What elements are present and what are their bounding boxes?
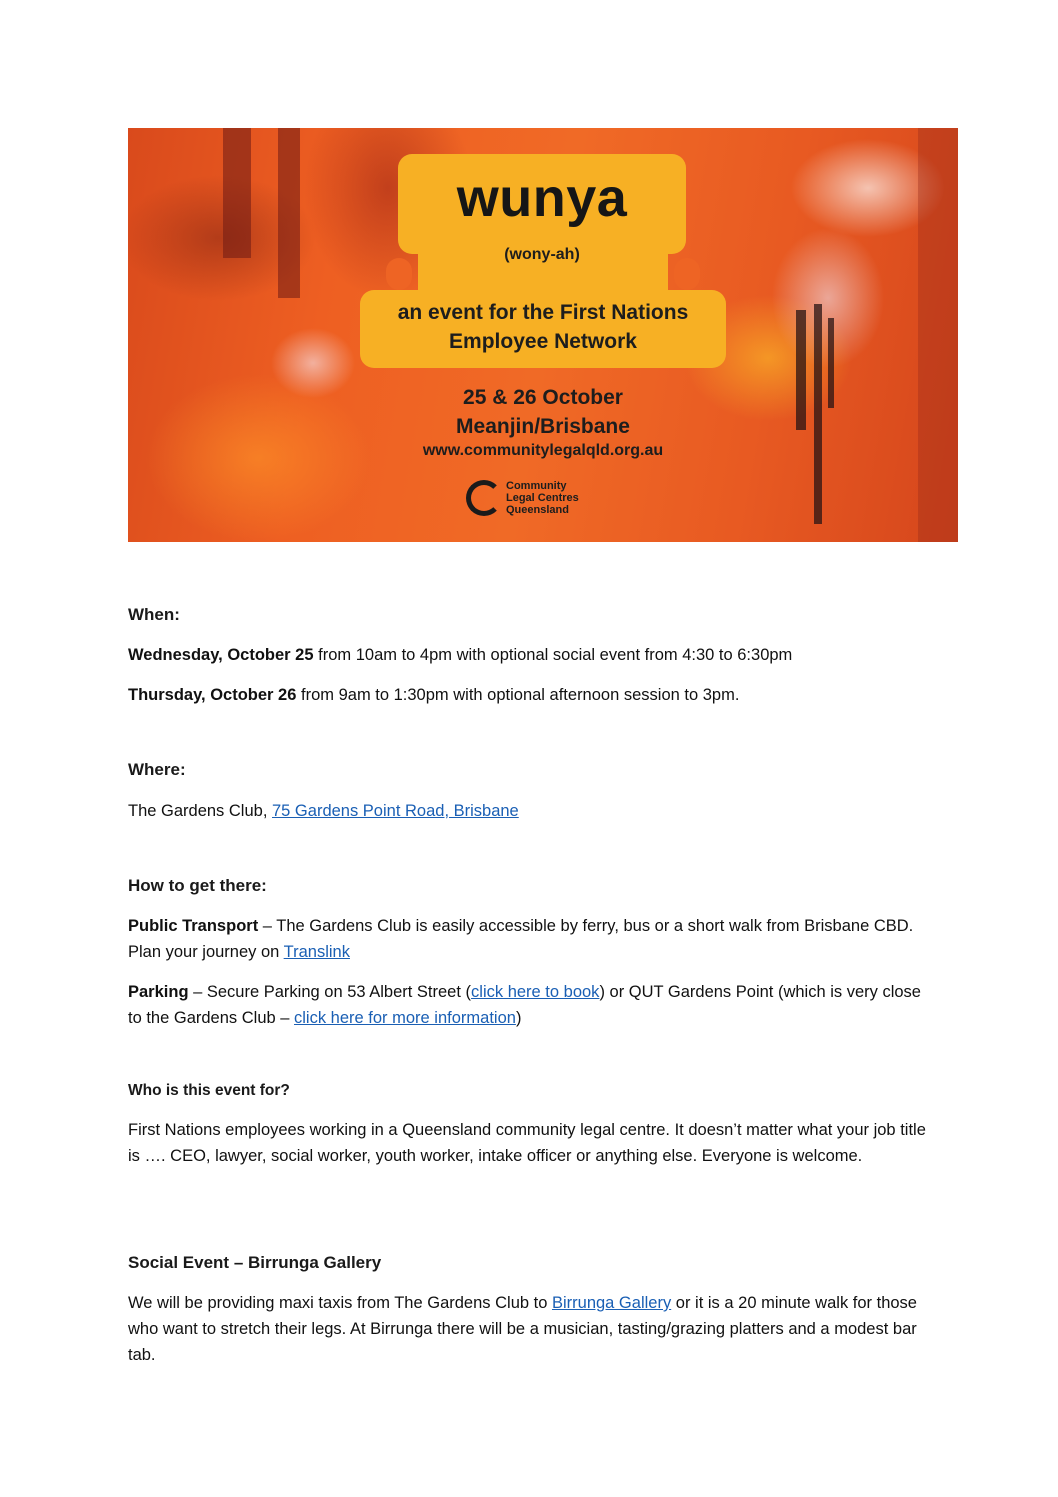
parking-details-1: – Secure Parking on 53 Albert Street ( — [188, 983, 472, 1001]
who-text: First Nations employees working in a Queensland community legal centre. It doesn’t matter what your job title is …. CEO, lawyer, social worker, youth worker, intake officer or anything else. Everyone is welcome. — [128, 1121, 926, 1165]
paint-streak-dark — [814, 304, 822, 524]
public-transport-text — [128, 913, 928, 965]
book-parking-link[interactable]: click here to book — [471, 983, 600, 1001]
parking-details-3: ) — [515, 1009, 522, 1027]
social-details-1: We will be providing maxi taxis from The Gardens Club to — [128, 1294, 552, 1312]
who-heading: Who is this event for? — [128, 1082, 290, 1099]
venue-name: The Gardens Club, — [128, 802, 272, 820]
banner-dates: 25 & 26 October — [463, 386, 623, 409]
logo-line: Legal Centres — [506, 492, 579, 504]
logo-line: Community — [506, 480, 567, 492]
banner-location: Meanjin/Brisbane — [456, 415, 630, 438]
paint-streak — [918, 128, 958, 542]
banner-subtitle — [360, 298, 726, 356]
logo-line: Queensland — [506, 504, 569, 516]
public-transport-details: – The Gardens Club is easily accessible by ferry, bus or a short walk from Brisbane CBD. Plan your journey on — [128, 917, 914, 961]
clcq-logo-text — [506, 480, 579, 516]
address-link[interactable]: 75 Gardens Point Road, Brisbane — [272, 802, 519, 820]
more-information-link[interactable]: click here for more information — [294, 1009, 516, 1027]
banner-website: www.communitylegalqld.org.au — [422, 442, 664, 459]
day2-details: from 9am to 1:30pm with optional afternoon session to 3pm. — [296, 686, 740, 704]
paint-streak — [223, 128, 251, 258]
event-banner-image — [128, 128, 958, 542]
clcq-logo-icon — [466, 480, 502, 516]
where-heading: Where: — [128, 760, 186, 779]
social-details-2: or it is a 20 minute walk for those who want to stretch their legs. At Birrunga there will be a musician, tasting/grazing platters and a modest bar tab. — [128, 1294, 917, 1364]
paint-streak — [278, 128, 300, 298]
banner-title: wunya — [456, 168, 628, 228]
when-day1 — [128, 642, 928, 668]
banner-subtitle-line1: an event for the First Nations — [397, 301, 689, 324]
parking-label: Parking — [128, 983, 189, 1001]
when-day2 — [128, 682, 928, 708]
public-transport-label: Public Transport — [128, 917, 259, 935]
parking-text — [128, 979, 928, 1031]
translink-link[interactable]: Translink — [283, 943, 350, 961]
where-text — [128, 798, 928, 824]
parking-details-2: ) or QUT Gardens Point (which is very close to the Gardens Club – — [128, 983, 921, 1027]
banner-pronunciation: (wony-ah) — [504, 246, 580, 263]
banner-subtitle-line2: Employee Network — [449, 330, 637, 353]
banner-dates-location — [360, 383, 726, 441]
social-text — [128, 1290, 928, 1368]
transport-heading: How to get there: — [128, 876, 267, 895]
when-heading: When: — [128, 605, 180, 624]
paint-streak-dark — [796, 310, 806, 430]
day1-details: from 10am to 4pm with optional social event from 4:30 to 6:30pm — [313, 646, 793, 664]
birrunga-gallery-link[interactable]: Birrunga Gallery — [551, 1294, 672, 1312]
social-heading: Social Event – Birrunga Gallery — [128, 1253, 382, 1272]
day1-date: Wednesday, October 25 — [128, 646, 314, 664]
day2-date: Thursday, October 26 — [128, 686, 297, 704]
paint-streak-dark — [828, 318, 834, 408]
